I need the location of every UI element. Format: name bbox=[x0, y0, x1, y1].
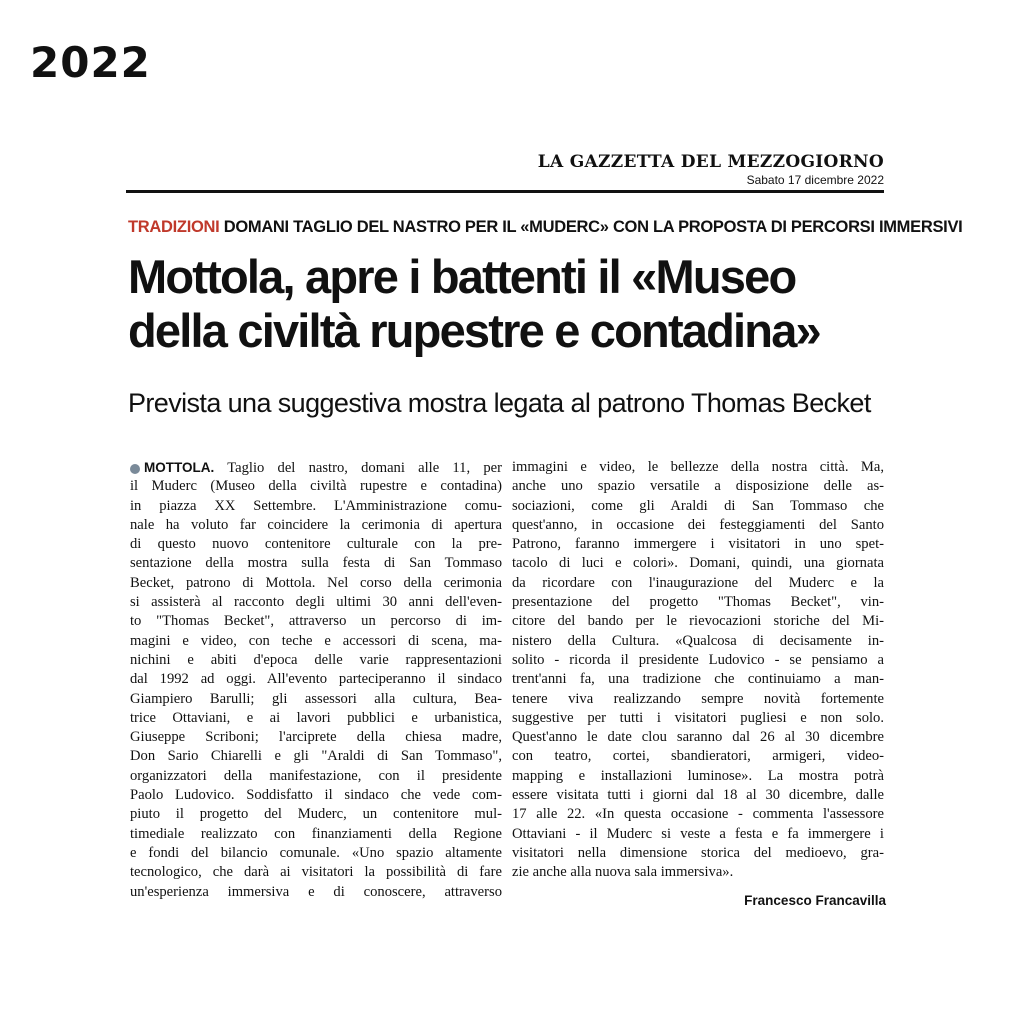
article-headline bbox=[128, 250, 820, 358]
body-line: immagini e video, le bellezze della nostra città. Ma, bbox=[512, 459, 884, 475]
body-line: Patrono, faranno immergere i visitatori in uno spet- bbox=[512, 536, 884, 553]
body-line: suggestive per tutti i visitatori pugliesi e non solo. bbox=[512, 709, 884, 726]
body-line: organizzatori della manifestazione, con il presidente bbox=[130, 767, 502, 784]
body-line: Quest'anno le date clou saranno dal 26 al 30 dicembre bbox=[512, 729, 884, 746]
body-line: si assisterà al racconto degli ultimi 30 anni dell'even- bbox=[130, 594, 502, 611]
body-line: tecnologico, che darà ai visitatori la possibilità di fare bbox=[130, 864, 502, 881]
body-line: con teatro, cortei, sbandieratori, armigeri, video- bbox=[512, 748, 884, 765]
body-line: timediale realizzato con finanziamenti della Regione bbox=[130, 825, 502, 842]
body-line: essere visitata tutti i giorni dal 18 al 30 dicembre, dalle bbox=[512, 787, 884, 804]
body-line: citore del bando per le rievocazioni storiche del Mi- bbox=[512, 613, 884, 630]
body-line: di questo nuovo contenitore culturale con la pre- bbox=[130, 536, 502, 553]
dateline: MOTTOLA. bbox=[144, 460, 215, 475]
newspaper-masthead bbox=[538, 152, 884, 187]
body-line-text: Taglio del nastro, domani alle 11, per bbox=[227, 460, 502, 476]
body-line: sentazione della mostra sulla festa di San Tommaso bbox=[130, 555, 502, 572]
article-kicker bbox=[128, 218, 962, 237]
body-line: tenere viva realizzando sempre novità fortemente bbox=[512, 690, 884, 707]
body-line bbox=[130, 458, 502, 477]
publication-date: Sabato 17 dicembre 2022 bbox=[746, 173, 884, 187]
body-line: e fondi del bilancio comunale. «Uno spazio altamente bbox=[130, 844, 502, 861]
body-line: Giampiero Barulli; gli assessori alla cultura, Bea- bbox=[130, 690, 502, 707]
body-line: anche uno spazio versatile a disposizione delle as- bbox=[512, 478, 884, 495]
body-line: trent'anni fa, una tradizione che continuiamo a man- bbox=[512, 671, 884, 688]
article-column-2 bbox=[512, 458, 884, 883]
body-line: un'esperienza immersiva e di conoscere, attraverso bbox=[130, 883, 502, 900]
body-line: nistero della Cultura. «Qualcosa di decisamente in- bbox=[512, 632, 884, 649]
kicker-tag: TRADIZIONI bbox=[128, 218, 220, 236]
body-line: Paolo Ludovico. Soddisfatto il sindaco che vede com- bbox=[130, 787, 502, 804]
body-line: Don Sario Chiarelli e gli "Araldi di San Tommaso", bbox=[130, 748, 502, 765]
newspaper-name: LA GAZZETTA DEL MEZZOGIORNO bbox=[537, 152, 884, 172]
body-line: zie anche alla nuova sala immersiva». bbox=[512, 864, 734, 881]
body-line: in piazza XX Settembre. L'Amministrazione comu- bbox=[130, 497, 502, 514]
body-line: nichini e abiti d'epoca delle varie rappresentazioni bbox=[130, 651, 502, 668]
body-line: Giuseppe Scriboni; l'arciprete della chiesa madre, bbox=[130, 729, 502, 746]
masthead-divider bbox=[126, 190, 884, 193]
article-column-1 bbox=[130, 458, 502, 902]
body-line: mapping e installazioni luminose». La mostra potrà bbox=[512, 767, 884, 784]
body-line: solito - ricorda il presidente Ludovico - se pensiamo a bbox=[512, 651, 884, 668]
body-line: tacolo di luci e colori». Domani, quindi, una giornata bbox=[512, 555, 884, 572]
body-line: 17 alle 22. «In questa occasione - commenta l'assessore bbox=[512, 806, 884, 823]
body-line: il Muderc (Museo della civiltà rupestre e contadina) bbox=[130, 478, 502, 495]
body-line: Ottaviani - il Muderc si veste a festa e fa immergere i bbox=[512, 825, 884, 842]
year-label: 2022 bbox=[30, 38, 151, 87]
headline-line: Mottola, apre i battenti il «Museo bbox=[128, 250, 796, 303]
body-line: piuto il progetto del Muderc, un contenitore mul- bbox=[130, 806, 502, 823]
article-subheadline: Prevista una suggestiva mostra legata al patrono Thomas Becket bbox=[128, 388, 871, 418]
body-line: da ricordare con l'inaugurazione del Muderc e la bbox=[512, 574, 884, 591]
article-author: Francesco Francavilla bbox=[744, 893, 886, 908]
kicker-text: DOMANI TAGLIO DEL NASTRO PER IL «MUDERC» CON LA PROPOSTA DI PERCORSI IMMERSIVI bbox=[223, 218, 963, 236]
body-line: quest'anno, in occasione dei festeggiamenti del Santo bbox=[512, 516, 884, 533]
body-line: to "Thomas Becket", attraverso un percorso di im- bbox=[130, 613, 502, 630]
body-line: trice Ottaviani, e ai lavori pubblici e urbanistica, bbox=[130, 709, 502, 726]
body-line: visitatori nella dimensione storica del medioevo, gra- bbox=[512, 844, 884, 861]
body-line: Becket, patrono di Mottola. Nel corso della cerimonia bbox=[130, 574, 502, 591]
body-line: magini e video, con teche e accessori di scena, ma- bbox=[130, 632, 502, 649]
bullet-dot-icon bbox=[130, 464, 140, 474]
headline-line: della civiltà rupestre e contadina» bbox=[128, 304, 820, 357]
body-line: presentazione del progetto "Thomas Becket", vin- bbox=[512, 594, 884, 611]
body-line: dal 1992 ad oggi. All'evento parteciperanno il sindaco bbox=[130, 671, 502, 688]
body-line: nale ha voluto far coincidere la cerimonia di apertura bbox=[130, 516, 502, 533]
body-line: sociazioni, come gli Araldi di San Tommaso che bbox=[512, 497, 884, 514]
